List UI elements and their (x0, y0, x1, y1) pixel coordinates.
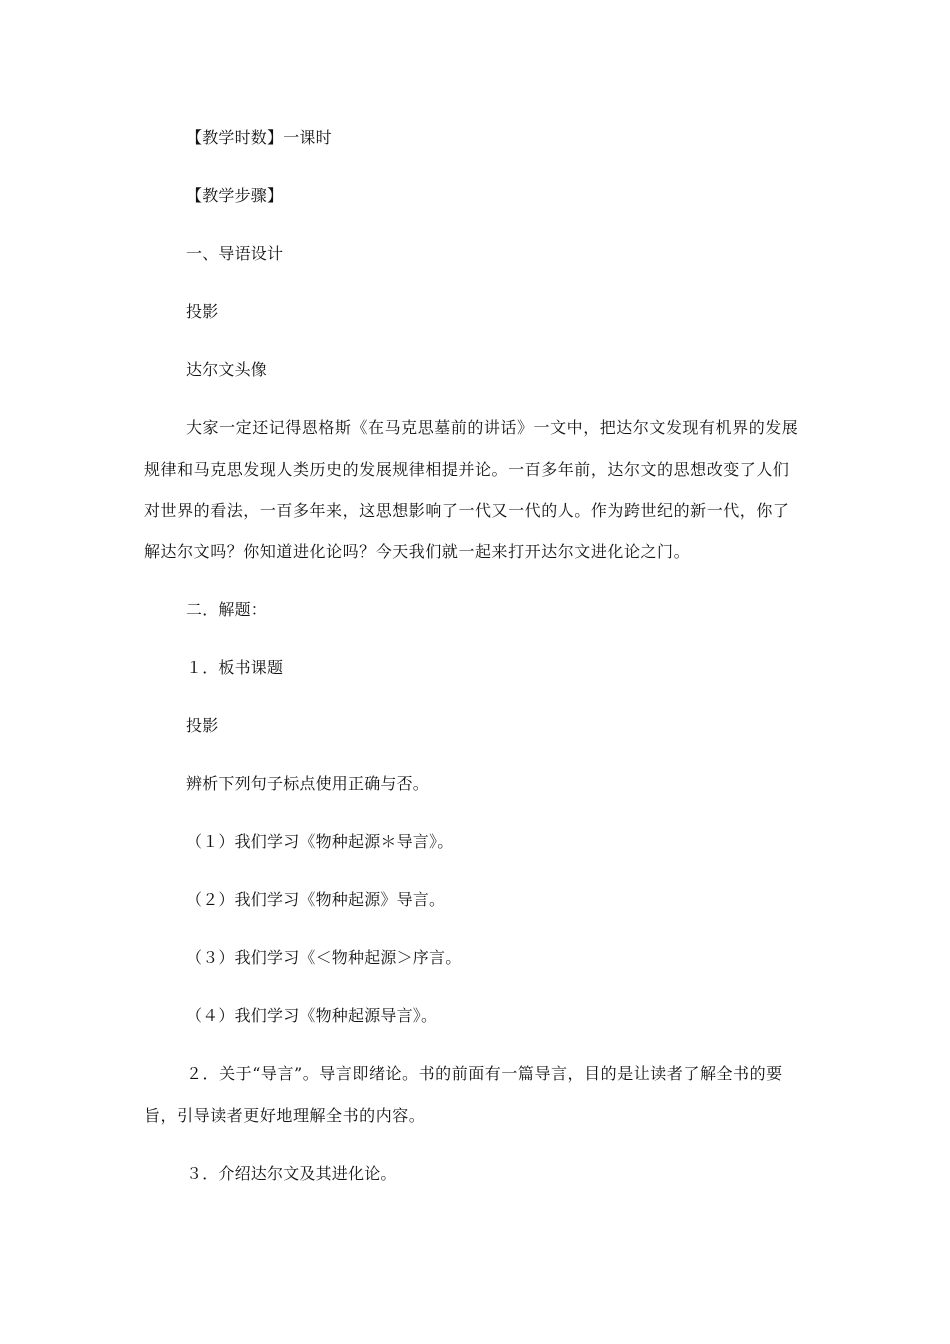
item-two-line-1: ２．关于“导言”。导言即绪论。书的前面有一篇导言，目的是让读者了解全书的要 (186, 1064, 783, 1083)
exercise-instruction: 辨析下列句子标点使用正确与否。 (186, 774, 430, 793)
projection-label: 投影 (186, 302, 219, 321)
darwin-portrait-label: 达尔文头像 (186, 360, 268, 379)
intro-paragraph-line-1: 大家一定还记得恩格斯《在马克思墓前的讲话》一文中，把达尔文发现有机界的发展 (186, 418, 799, 437)
section-two-heading: 二．解题： (186, 600, 268, 619)
teaching-hours-line: 【教学时数】一课时 (186, 128, 332, 147)
intro-paragraph-line-2: 规律和马克思发现人类历史的发展规律相提并论。一百多年前，达尔文的思想改变了人们 (144, 460, 790, 479)
teaching-steps-heading: 【教学步骤】 (186, 186, 284, 205)
item-two-line-2: 旨，引导读者更好地理解全书的内容。 (144, 1106, 426, 1125)
exercise-option-1: （１）我们学习《物种起源＊导言》。 (186, 832, 454, 851)
exercise-option-2: （２）我们学习《物种起源》导言。 (186, 890, 446, 909)
section-one-heading: 一、导语设计 (186, 244, 284, 263)
item-one-heading: １．板书课题 (186, 658, 284, 677)
exercise-option-4: （４）我们学习《物种起源导言》。 (186, 1006, 438, 1025)
intro-paragraph-line-3: 对世界的看法，一百多年来，这思想影响了一代又一代的人。作为跨世纪的新一代，你了 (144, 501, 790, 520)
projection-label-2: 投影 (186, 716, 219, 735)
intro-paragraph-line-4: 解达尔文吗？你知道进化论吗？今天我们就一起来打开达尔文进化论之门。 (144, 542, 691, 561)
exercise-option-3: （３）我们学习《＜物种起源＞序言。 (186, 948, 462, 967)
item-three-heading: ３．介绍达尔文及其进化论。 (186, 1164, 397, 1183)
